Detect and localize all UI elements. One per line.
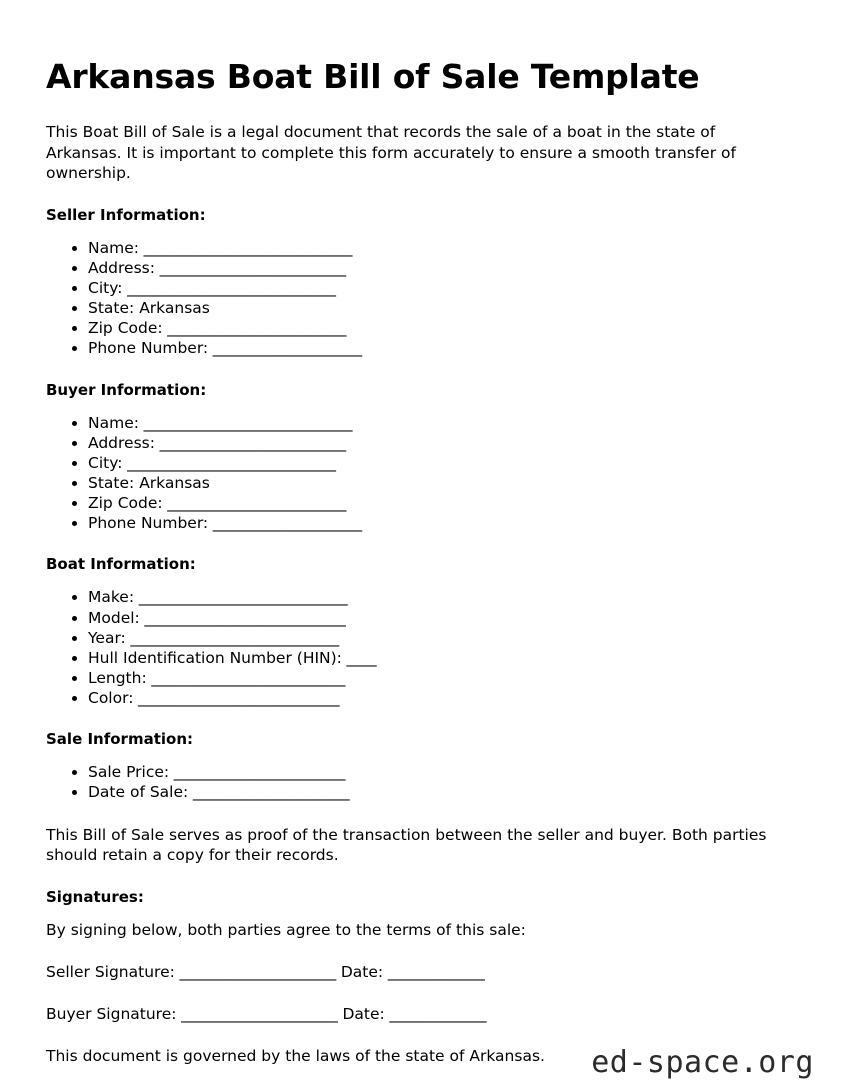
field-label: Zip Code: [88, 319, 163, 338]
field-label: Hull Identification Number (HIN): [88, 648, 342, 667]
list-item [88, 433, 798, 453]
signatures-intro: By signing below, both parties agree to the terms of this sale: [46, 920, 526, 939]
field-blank[interactable]: _______________________ [169, 763, 346, 782]
field-label: Phone Number: [88, 339, 209, 358]
list-item [88, 413, 798, 433]
field-blank[interactable]: ____________________________ [125, 628, 340, 647]
field-blank[interactable]: ____________________________ [138, 238, 353, 257]
field-blank[interactable]: ________________________ [162, 494, 347, 513]
field-blank[interactable]: __________________________ [146, 669, 346, 688]
seller-information-heading: Seller Information: [46, 205, 206, 224]
buyer-signature-row [46, 1004, 798, 1025]
field-blank[interactable]: ___________________________ [133, 689, 340, 708]
list-item [88, 238, 798, 258]
field-blank[interactable]: _________________________ [154, 433, 346, 452]
list-item [88, 513, 798, 533]
field-label: Make: [88, 588, 135, 607]
field-label: State: [88, 299, 135, 318]
field-label: Length: [88, 669, 147, 688]
list-item [88, 608, 798, 628]
field-blank[interactable]: _________________________ [154, 258, 346, 277]
buyer-date-label: Date: [337, 1005, 385, 1024]
list-item [88, 318, 798, 338]
field-blank[interactable]: ____________________________ [122, 279, 336, 298]
list-item [88, 278, 798, 298]
sale-information-heading: Sale Information: [46, 730, 193, 749]
list-item [88, 587, 798, 607]
seller-signature-line[interactable]: _____________________ [174, 963, 336, 982]
field-blank[interactable]: ________________________ [162, 319, 347, 338]
field-blank[interactable]: ____________________________ [122, 453, 336, 472]
field-blank[interactable]: ____________________________ [134, 588, 348, 607]
list-item [88, 782, 798, 802]
field-label: Color: [88, 689, 134, 708]
list-item [88, 453, 798, 473]
field-blank[interactable]: ___________________________ [139, 608, 346, 627]
proof-paragraph: This Bill of Sale serves as proof of the transaction between the seller and buyer. Both parties should retain a copy for their records. [46, 825, 767, 865]
field-blank[interactable]: ____________________ [208, 339, 362, 358]
list-item [88, 338, 798, 358]
governing-law-text: This document is governed by the laws of the state of Arkansas. [46, 1046, 545, 1065]
list-item [88, 688, 798, 708]
intro-paragraph: This Boat Bill of Sale is a legal document that records the sale of a boat in the state of Arkansas. It is important to complete this form accurately to ensure a smooth transfer of ownership. [46, 122, 736, 183]
field-blank[interactable]: ____________________________ [138, 413, 353, 432]
field-label: Sale Price: [88, 763, 170, 782]
list-item [88, 473, 798, 493]
buyer-information-list [46, 413, 798, 534]
field-blank[interactable]: ____________________ [208, 514, 362, 533]
buyer-date-line[interactable]: _____________ [384, 1005, 487, 1024]
page-title: Arkansas Boat Bill of Sale Template [46, 57, 700, 96]
buyer-signature-line[interactable]: _____________________ [176, 1005, 338, 1024]
field-label: Name: [88, 413, 139, 432]
seller-information-list [46, 238, 798, 359]
boat-information-heading: Boat Information: [46, 555, 196, 574]
field-blank[interactable]: _____________________ [188, 783, 350, 802]
seller-signature-label: Seller Signature: [46, 963, 175, 982]
signatures-heading: Signatures: [46, 887, 144, 906]
field-label: Name: [88, 238, 139, 257]
list-item [88, 298, 798, 318]
list-item [88, 668, 798, 688]
list-item [88, 493, 798, 513]
seller-date-line[interactable]: _____________ [383, 963, 485, 982]
list-item [88, 762, 798, 782]
field-label: Address: [88, 433, 155, 452]
sale-information-list [46, 762, 798, 802]
field-label: Zip Code: [88, 494, 163, 513]
field-label: Model: [88, 608, 140, 627]
list-item [88, 258, 798, 278]
seller-signature-row [46, 962, 798, 983]
list-item [88, 648, 798, 668]
seller-date-label: Date: [335, 963, 384, 982]
field-label: Year: [88, 628, 126, 647]
field-value: Arkansas [134, 474, 210, 493]
field-label: Date of Sale: [88, 783, 189, 802]
list-item [88, 628, 798, 648]
boat-information-list [46, 587, 798, 708]
field-label: City: [88, 453, 123, 472]
field-label: State: [88, 474, 135, 493]
field-label: Address: [88, 258, 155, 277]
buyer-information-heading: Buyer Information: [46, 380, 207, 399]
field-label: City: [88, 279, 123, 298]
field-value: Arkansas [134, 299, 210, 318]
field-label: Phone Number: [88, 514, 209, 533]
site-watermark: ed-space.org [591, 1045, 814, 1080]
field-blank[interactable]: ____ [341, 648, 377, 667]
buyer-signature-label: Buyer Signature: [46, 1005, 177, 1024]
